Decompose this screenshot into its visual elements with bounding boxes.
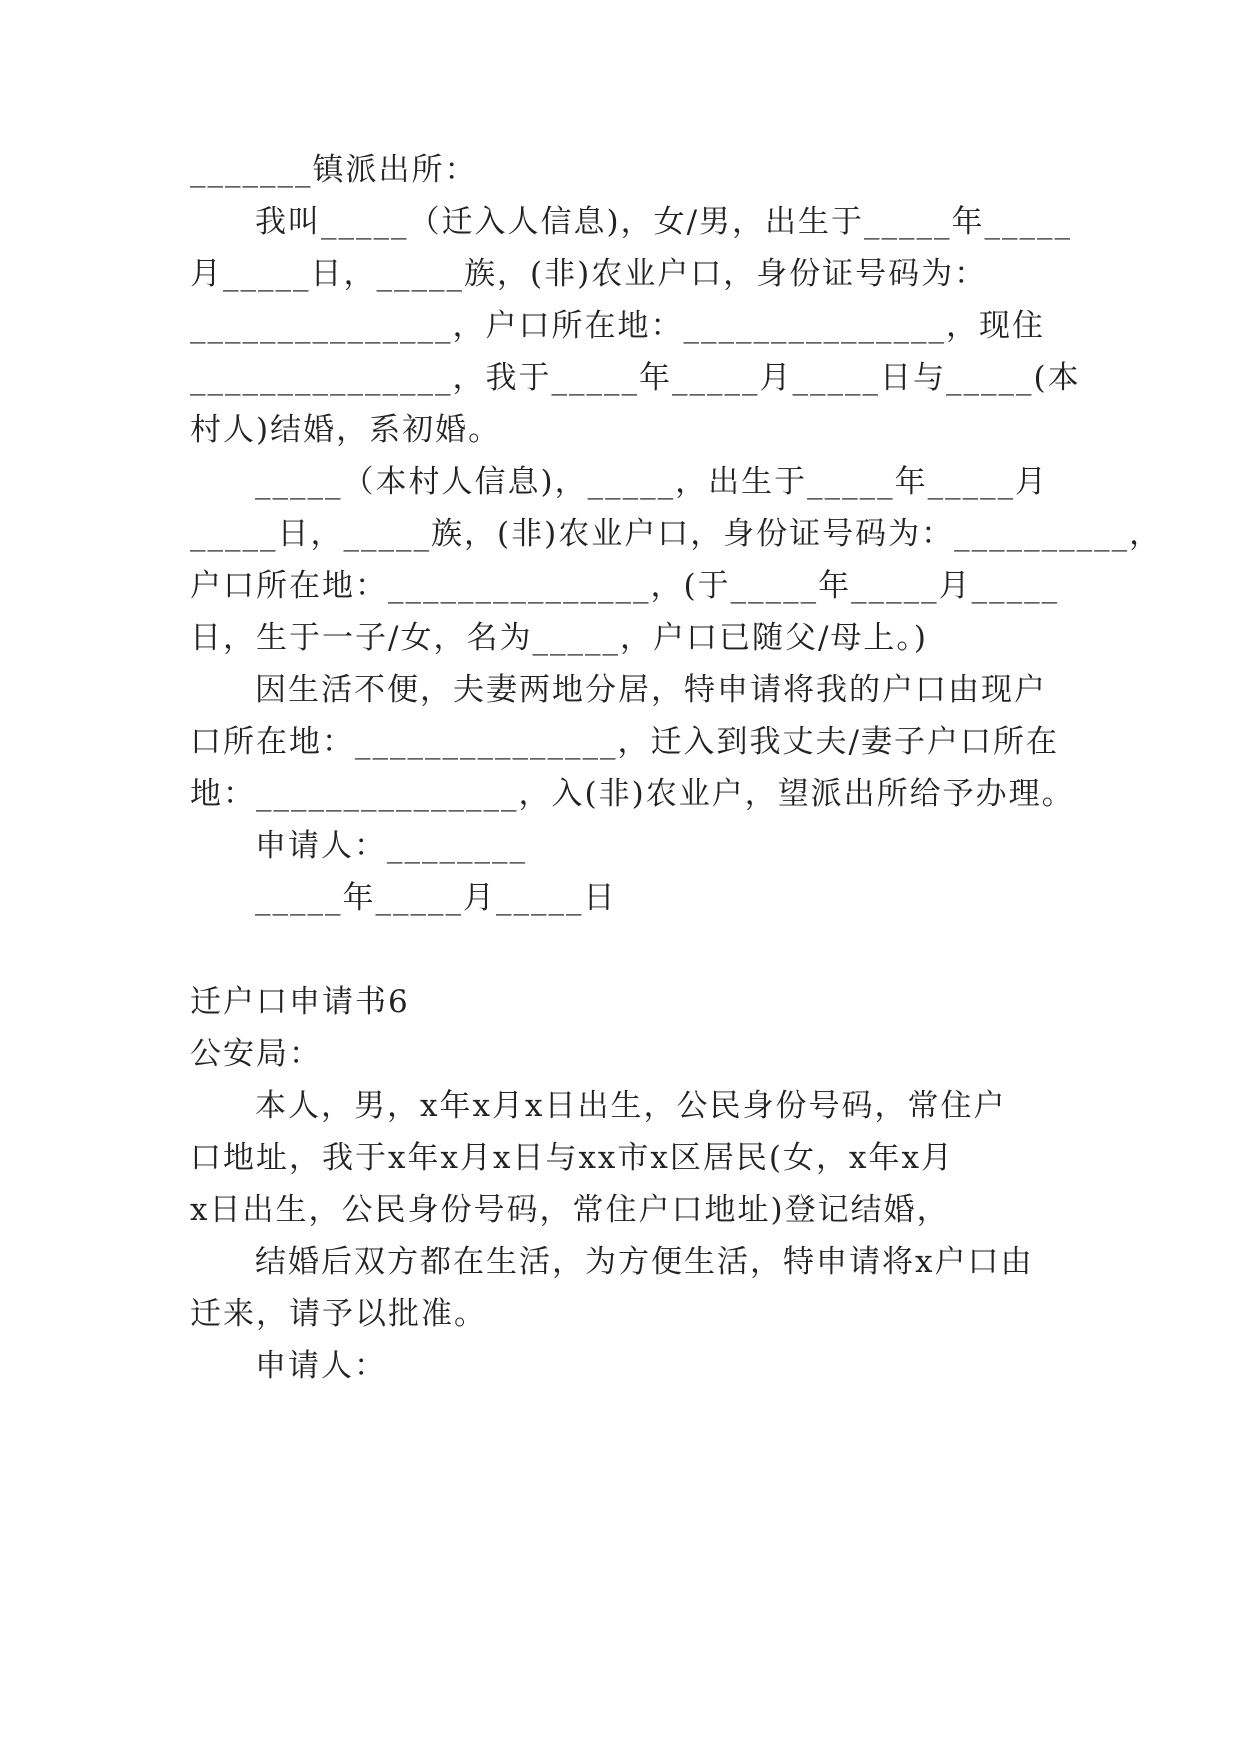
date-line: _____年_____月_____日 (255, 880, 617, 916)
paragraph-line: 迁来，请予以批准。 (190, 1296, 487, 1332)
paragraph-line: _______________，户口所在地：_______________，现住 (190, 308, 1045, 344)
paragraph-line: 户口所在地：_______________，(于_____年_____月_____ (190, 568, 1060, 604)
applicant-signature-line: 申请人： (255, 1348, 387, 1384)
paragraph-line: _____日，_____族，(非)农业户口，身份证号码为：__________， (190, 516, 1163, 552)
addressee-line: _______镇派出所： (190, 152, 478, 188)
paragraph-line: _____（本村人信息)，_____，出生于_____年_____月 (255, 464, 1049, 500)
applicant-signature-line: 申请人：________ (255, 828, 527, 864)
paragraph-line: 地：_______________，入(非)农业户，望派出所给予办理。 (190, 776, 1075, 812)
paragraph-line: 本人，男，x年x月x日出生，公民身份号码，常住户 (255, 1088, 1007, 1124)
paragraph-line: 口所在地：_______________，迁入到我丈夫/妻子户口所在 (190, 724, 1059, 760)
paragraph-line: 结婚后双方都在生活，为方便生活，特申请将x户口由 (255, 1244, 1034, 1280)
paragraph-line: 因生活不便，夫妻两地分居，特申请将我的户口由现户 (255, 672, 1047, 708)
paragraph-line: 我叫_____（迁入人信息)，女/男，出生于_____年_____ (255, 204, 1073, 240)
paragraph-line: 口地址，我于x年x月x日与xx市x区居民(女，x年x月 (190, 1140, 954, 1176)
section-title: 迁户口申请书6 (190, 984, 410, 1020)
paragraph-line: 村人)结婚，系初婚。 (190, 412, 502, 448)
paragraph-line: 日，生于一子/女，名为_____，户口已随父/母上。) (190, 620, 928, 656)
paragraph-line: 月_____日，_____族，(非)农业户口，身份证号码为： (190, 256, 988, 292)
addressee-line: 公安局： (190, 1036, 322, 1072)
paragraph-line: _______________，我于_____年_____月_____日与_____(本 (190, 360, 1081, 396)
paragraph-line: x日出生，公民身份号码，常住户口地址)登记结婚， (190, 1192, 950, 1228)
